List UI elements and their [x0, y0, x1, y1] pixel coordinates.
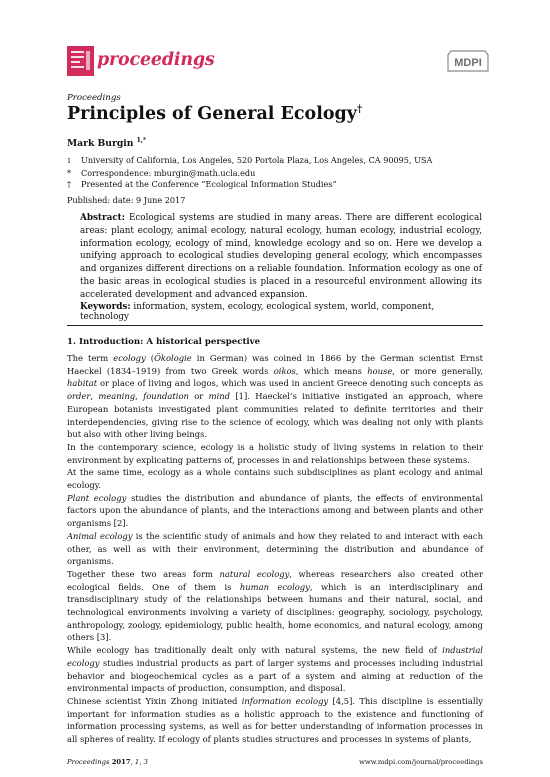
- author-line: [67, 137, 146, 149]
- article-title: Principles of General Ecology†: [67, 104, 363, 124]
- section-heading: 1. Introduction: A historical perspective: [67, 337, 261, 347]
- paragraph-8: Chinese scientist Yixin Zhong initiated information ecology [4,5]. This discipline is essentially important for information studies as a holistic approach to the existence and functioning of information processing systems, as well as for better understanding of information processes in all spheres of reality. If ecology of plants studies structures and processes in systems of plants,: [67, 695, 483, 745]
- article-type: Proceedings: [67, 93, 121, 103]
- footer-citation: Proceedings 2017, 1, 3: [67, 758, 148, 766]
- keywords-label: Keywords:: [80, 302, 131, 312]
- author-marks: 1,*: [136, 137, 147, 144]
- abstract-label: Abstract:: [80, 213, 125, 223]
- footer-url[interactable]: www.mdpi.com/journal/proceedings: [359, 758, 483, 766]
- paragraph-5: Animal ecology is the scientific study of animals and how they related to and interact with each other, as well as with their environment, determining the distribution and abundance of organisms.: [67, 530, 483, 567]
- paragraph-4: Plant ecology studies the distribution and abundance of plants, the effects of environmental factors upon the abundance of plants, and the interactions among and between plants and other organisms [2].: [67, 492, 483, 529]
- correspondence-row: * Correspondence: mburgin@math.ucla.edu: [67, 167, 256, 178]
- paragraph-2: In the contemporary science, ecology is a holistic study of living systems in relation to their environment by explicating patterns of, processes in and relationships between these systems.: [67, 441, 483, 465]
- affiliations: [67, 155, 497, 191]
- body-text: [67, 352, 483, 746]
- paragraph-1: The term ecology (Ökologie in German) was coined in 1866 by the German scientist Ernst Haeckel (1834–1919) from two Greek words oikos, which means house, or more generally, habitat or place of living and logos, which was used in ancient Greece denoting such concepts as order, meaning, foundation or mind [1]. Haeckel’s initiative instigated an approach, where European botanists investigated plant communities related to definite territories and their interdependencies, giving rise to the science of ecology, which was dealing not only with plants but also with other living beings.: [67, 353, 483, 440]
- mdpi-logo: [447, 50, 489, 72]
- keywords-text: information, system, ecology, ecological system, world, component, technology: [80, 302, 435, 322]
- abstract-text: Ecological systems are studied in many areas. There are different ecological areas: plant ecology, animal ecology, natural ecology, human ecology, industrial ecology, information ecology, ecology of mind, knowledge ecology and so on. Here we develop a unifying approach to ecological studies developing general ecology, which encompasses and organizes different directions on a reliable foundation. Information ecology as one of the basic areas in ecological studies is placed in a resourceful environment allowing its accelerated development and advanced expansion.: [80, 213, 483, 300]
- paragraph-7: While ecology has traditionally dealt only with natural systems, the new field of industrial ecology studies industrial products as part of larger systems and processes including industrial behavior and biogeochemical cycles as a part of a system and aiming at reduction of the environmental impacts of production, consumption, and disposal.: [67, 645, 483, 694]
- paragraph-6: Together these two areas form natural ecology, whereas researchers also created other ecological fields. One of them is human ecology, which is an interdisciplinary and transdisciplinary study of the relationships between humans and their natural, social, and technological environments involving a variety of disciplines: geography, sociology, psychology, anthropology, zoology, epidemiology, public health, home economics, and natural ecology, among others [3].: [67, 568, 484, 643]
- section-divider: [67, 325, 483, 326]
- affiliation-row: 1 University of California, Los Angeles, 520 Portola Plaza, Los Angeles, CA 90095, USA: [67, 155, 433, 165]
- proceedings-logo-icon: [67, 46, 94, 76]
- conference-note-row: † Presented at the Conference “Ecological Information Studies”: [67, 179, 337, 189]
- title-mark: †: [356, 104, 363, 116]
- published-date: Published: date: 9 June 2017: [67, 195, 186, 205]
- author-name: Mark Burgin: [67, 138, 134, 150]
- journal-name: proceedings: [97, 50, 215, 70]
- paragraph-3: At the same time, ecology as a whole contains such subdisciplines as plant ecology and animal ecology.: [67, 467, 483, 491]
- mdpi-logo-text: MDPI: [454, 57, 482, 69]
- abstract: [80, 212, 482, 302]
- keywords: [80, 302, 482, 322]
